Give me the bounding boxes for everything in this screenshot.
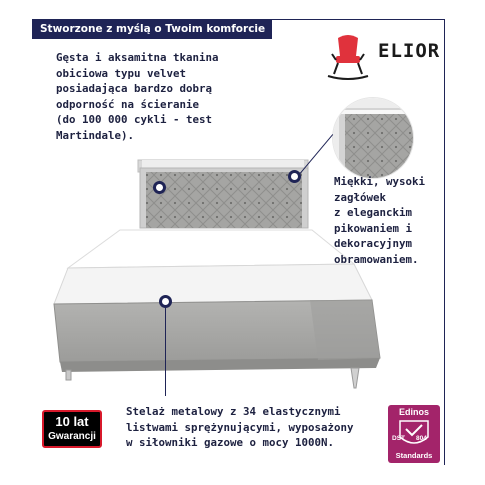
headboard-marker [288, 170, 301, 183]
frame-description [126, 404, 354, 451]
fabric-line: Martindale). [56, 128, 135, 142]
frame-line: w siłowniki gazowe o mocy 1000N. [126, 436, 335, 449]
headboard-detail-closeup [332, 97, 414, 179]
fabric-line: odporność na ścieranie [56, 97, 200, 111]
frame-line: listwami sprężynującymi, wyposażony [126, 420, 354, 434]
mattress [54, 230, 372, 308]
brand-name: ELIOR [378, 40, 441, 62]
fabric-line: Gęsta i aksamitna tkanina [56, 51, 219, 64]
frame-connector [165, 308, 166, 396]
certificate-title: Edinos [398, 407, 429, 417]
fabric-marker [153, 181, 166, 194]
certificate-code: 804 [416, 435, 427, 442]
headboard-line: pikowaniem i [334, 221, 413, 235]
headboard [138, 160, 308, 228]
headboard-line: obramowaniem. [334, 252, 419, 266]
warranty-years: 10 lat [55, 414, 89, 429]
headboard-line: z eleganckim [334, 206, 413, 219]
certificate-dst: DST [392, 435, 405, 442]
headboard-line: dekoracyjnym [334, 237, 413, 250]
headboard-description [334, 174, 425, 267]
edinos-certificate-badge [388, 405, 440, 463]
frame-marker [159, 295, 172, 308]
banner-title: Stworzone z myślą o Twoim komforcie [40, 23, 266, 35]
fabric-line: obiciowa typu velvet [56, 66, 187, 80]
fabric-line: posiadająca bardzo dobrą [56, 82, 213, 95]
warranty-badge [42, 410, 102, 448]
brand-logo [322, 32, 442, 80]
headboard-line: zagłówek [334, 190, 387, 204]
warranty-label: Gwarancji [48, 431, 96, 442]
bed-base [54, 300, 380, 372]
fabric-line: (do 100 000 cykli - test [56, 113, 213, 126]
chair-icon [322, 32, 372, 80]
fabric-description [56, 50, 219, 143]
headboard-line: Miękki, wysoki [334, 175, 426, 188]
certificate-standards: Standards [395, 451, 433, 460]
frame-line: Stelaż metalowy z 34 elastycznymi [126, 405, 341, 418]
